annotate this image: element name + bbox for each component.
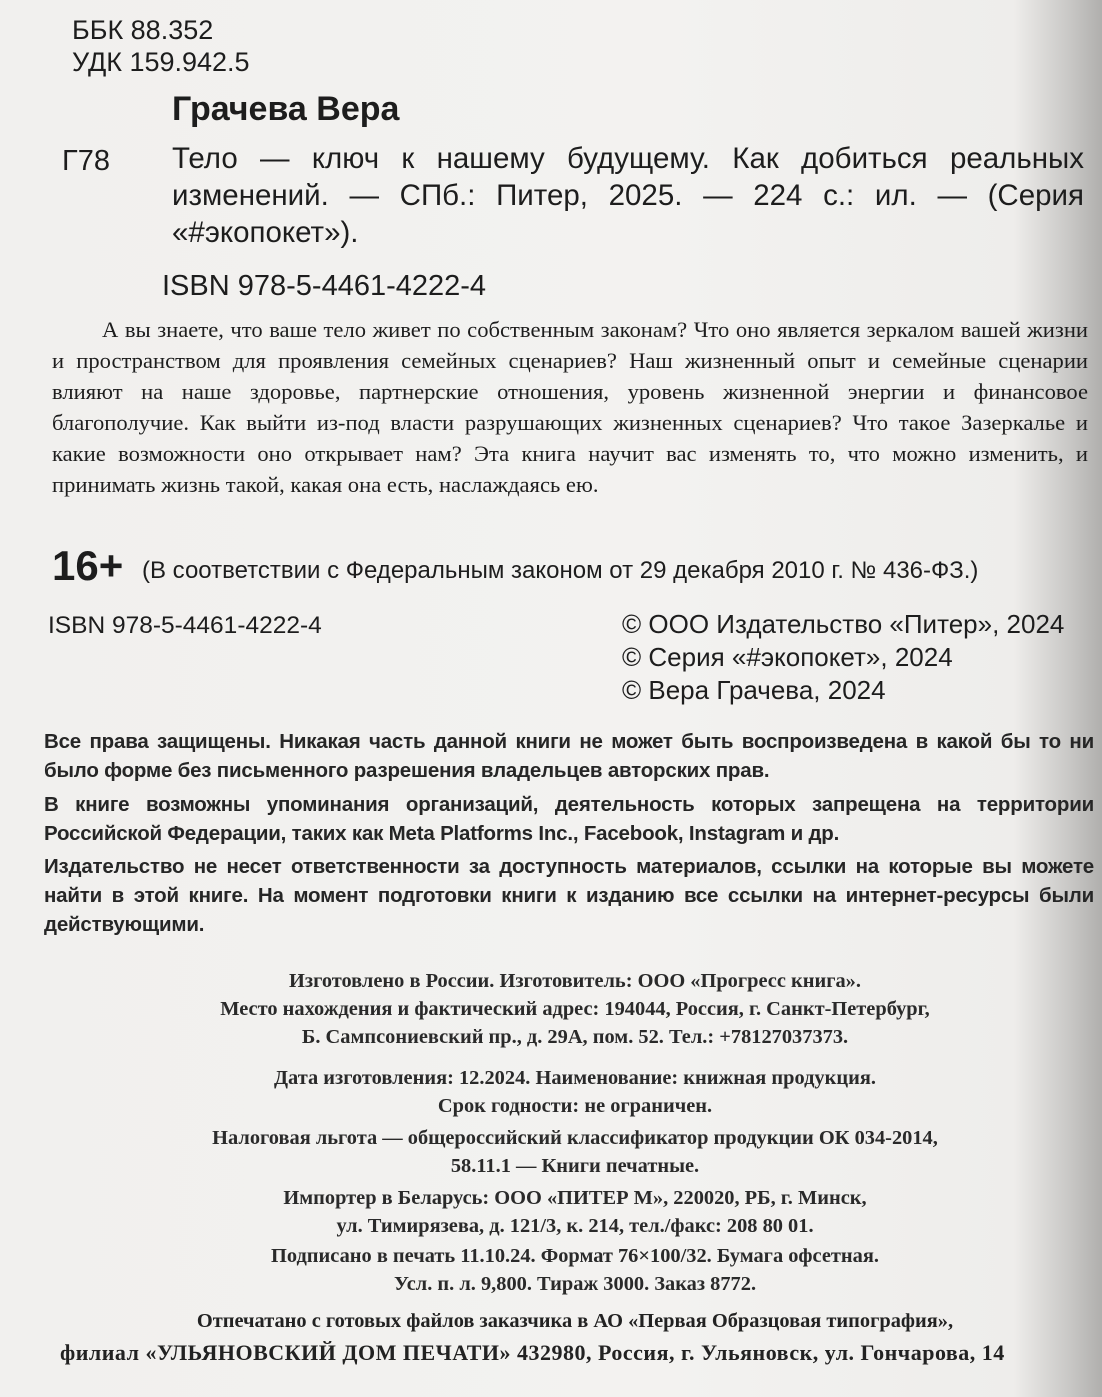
imprint-line: Отпечатано с готовых файлов заказчика в АО «Первая Образцовая типография», [196,1310,954,1332]
isbn-secondary: ISBN 978-5-4461-4222-4 [48,612,322,639]
imprint-line: Б. Сампсониевский пр., д. 29А, пом. 52. Тел.: +78127037373. [301,1026,849,1048]
udk-code: УДК 159.942.5 [72,47,250,77]
copyright-line: © Серия «#экопокет», 2024 [622,642,953,672]
imprint-line: Место нахождения и фактический адрес: 194044, Россия, г. Санкт-Петербург, [220,998,930,1020]
imprint-line: Налоговая льгота — общероссийский классификатор продукции ОК 034-2014, [212,1127,938,1149]
imprint-line: Подписано в печать 11.10.24. Формат 76×100/32. Бумага офсетная. [271,1245,879,1267]
age-rating-mark: 16+ [52,542,124,589]
copyright-line: © ООО Издательство «Питер», 2024 [622,609,1065,639]
imprint-line: ул. Тимирязева, д. 121/3, к. 214, тел./факс: 208 80 01. [336,1215,814,1237]
author-name: Грачева Вера [172,90,400,128]
bibliographic-entry: Тело — ключ к нашему будущему. Как добиться реальных изменений. — СПб.: Питер, 2025. — 224 с.: ил. — (Серия «#экопокет»). [172,142,1084,249]
copyright-block [622,608,1064,707]
links-disclaimer: Издательство не несет ответственности за доступность материалов, ссылки на которые вы можете найти в этой книге. На момент подготовки книги к изданию все ссылки на интернет-ресурсы были действующими. [44,855,1094,936]
imprint-line: Дата изготовления: 12.2024. Наименование: книжная продукция. [274,1067,876,1089]
age-rating-text: (В соответствии с Федеральным законом от 29 декабря 2010 г. № 436-ФЗ.) [142,557,979,584]
classification-codes [72,14,250,78]
imprint-line: Усл. п. л. 9,800. Тираж 3000. Заказ 8772. [393,1273,757,1295]
author-code: Г78 [62,145,110,177]
annotation: А вы знаете, что ваше тело живет по собственным законам? Что оно является зеркалом вашей жизни и пространством для проявления семейных сценариев? Наш жизненный опыт и семейные сценарии влияют на наше здоровье, партнерские отношения, уровень жизненной энергии и финансовое благополучие. Как выйти из-под власти разрушающих жизненных сценариев? Что такое Зазеркалье и какие возможности оно открывает нам? Эта книга научит вас изменять то, что можно изменить, и принимать жизнь такой, какая она есть, наслаждаясь ею. [52,317,1088,497]
imprint-line: Импортер в Беларусь: ООО «ПИТЕР М», 220020, РБ, г. Минск, [283,1187,867,1209]
isbn-main: ISBN 978-5-4461-4222-4 [162,270,487,302]
print-specs-block [60,1242,1090,1298]
manufacturer-block [60,967,1090,1051]
rights-notice: Все права защищены. Никакая часть данной книги не может быть воспроизведена в какой бы то ни было форме без письменного разрешения владельцев авторских прав. [44,730,1094,782]
copyright-line: © Вера Грачева, 2024 [622,675,886,705]
imprint-line: Изготовлено в России. Изготовитель: ООО «Прогресс книга». [289,970,861,992]
tax-block [60,1124,1090,1180]
imprint-line: 58.11.1 — Книги печатные. [450,1155,700,1177]
importer-block [60,1184,1090,1240]
printer-block [60,1305,1090,1369]
imprint-line: филиал «УЛЬЯНОВСКИЙ ДОМ ПЕЧАТИ» 432980, Россия, г. Ульяновск, ул. Гончарова, 14 [60,1340,1005,1365]
bbk-code: ББК 88.352 [72,15,214,45]
organizations-notice: В книге возможны упоминания организаций, деятельность которых запрещена на территории Российской Федерации, таких как Meta Platforms Inc., Facebook, Instagram и др. [44,793,1094,845]
imprint-line: Срок годности: не ограничен. [437,1095,713,1117]
production-block [60,1064,1090,1120]
